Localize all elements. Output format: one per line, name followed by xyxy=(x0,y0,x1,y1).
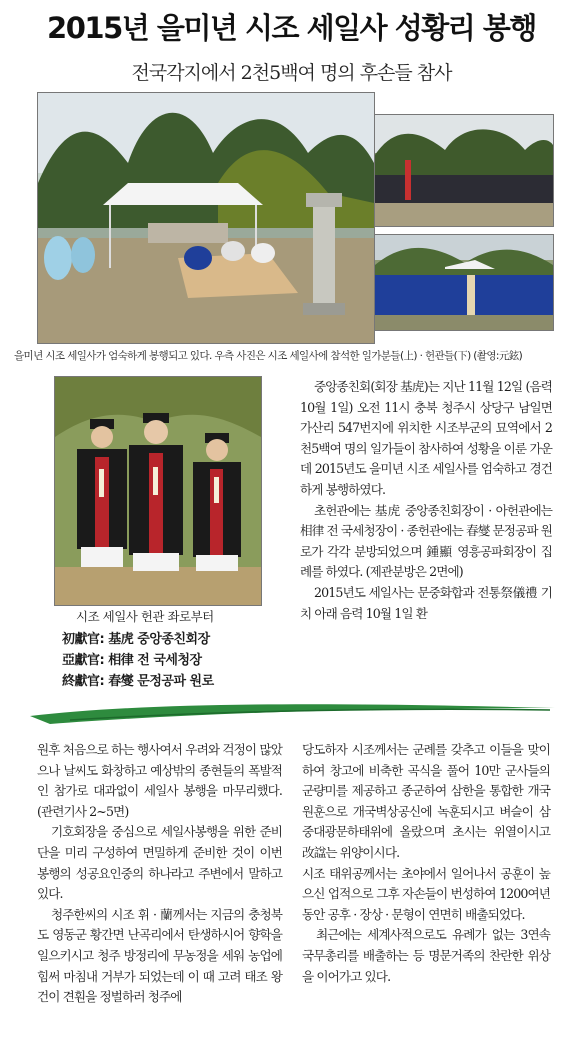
article-paragraph: 시조 태위공께서는 초야에서 일어나서 공훈이 높으신 업적으로 그후 자손들이 번성하여 1200여년동안 공후 · 장상 · 문형이 연면히 배출되었다. xyxy=(302,865,550,922)
article-paragraph: 최근에는 세계사적으로도 유례가 없는 3연속 국무총리를 배출하는 등 명문거족의 찬란한 위상을 이어가고 있다. xyxy=(302,927,550,984)
office-label: 初獻官 xyxy=(62,632,100,647)
officiant-name: 基虎 중앙종친회장 xyxy=(108,632,210,647)
officiants-caption-title: 시조 세일사 헌관 좌로부터 xyxy=(76,609,214,624)
office-label: 終獻官 xyxy=(62,674,100,689)
section-divider xyxy=(30,700,555,726)
article-bottom-right-column xyxy=(302,740,550,987)
headline: 2015년 을미년 시조 세일사 성황리 봉행 xyxy=(47,11,536,45)
photo-caption: 을미년 시조 세일사가 엄숙하게 봉행되고 있다. 우측 사진은 시조 세일사에 참석한 일가분들(上) · 헌관들(下) (촬영:元鉉) xyxy=(14,350,523,362)
officials-photo xyxy=(374,234,554,331)
officiant-role-second: 亞獻官: 相律 전 국세청장 xyxy=(62,653,202,668)
article-paragraph: 2015년도 세일사는 문중화합과 전통祭儀禮 기치 아래 음력 10월 1일 환 xyxy=(300,584,552,621)
office-label: 亞獻官 xyxy=(62,653,100,668)
article-paragraph: 청주한씨의 시조 휘 · 蘭께서는 지금의 충청북도 영동군 황간면 난곡리에서 탄생하시어 향학을 일으키시고 청주 방정리에 무농정을 세워 농업에 힘써 마침내 거부가 되었는데 이 때 고려 태조 왕건이 견훤을 정벌하러 청주에 xyxy=(37,906,282,1005)
article-paragraph: 중앙종친회(회장 基虎)는 지난 11월 12일 (음력 10월 1일) 오전 11시 충북 청주시 상당구 남일면 가산리 547번지에 위치한 시조부군의 묘역에서 2천5백여 명의 일가들이 참사하여 성황을 이룬 가운데 2015년도 을미년 시조 세일사를 엄숙하고 경건하게 봉행하였다. xyxy=(300,379,552,497)
article-paragraph: 원후 처음으로 하는 행사여서 우려와 걱정이 많았으나 날씨도 화창하고 예상밖의 종현들의 폭발적인 참가로 대과없이 세일사 봉행을 마무리했다.(관련기사 2~5면) xyxy=(37,742,282,819)
article-top-column xyxy=(300,377,552,624)
article-paragraph: 기호회장을 중심으로 세일사봉행을 위한 준비단을 미리 구성하여 면밀하게 준비한 것이 이번 봉행의 성공요인중의 하나라고 주변에서 말하고 있다. xyxy=(37,824,282,902)
main-ceremony-photo xyxy=(37,92,375,344)
officiant-role-first: 初獻官: 基虎 중앙종친회장 xyxy=(62,632,210,647)
officiant-name: 春燮 문정공파 원로 xyxy=(108,674,214,689)
article-paragraph: 초헌관에는 基虎 중앙종친회장이 · 아헌관에는 相律 전 국세청장이 · 종헌관에는 春燮 문정공파 원로가 각각 분방되었으며 鍾顯 영흥공파회장이 집례를 하였다. (제관분방은 2면에) xyxy=(300,502,552,580)
subheadline: 전국각지에서 2천5백여 명의 후손들 참사 xyxy=(131,62,452,84)
officiant-role-third: 終獻官: 春燮 문정공파 원로 xyxy=(62,674,214,689)
article-paragraph: 당도하자 시조께서는 군례를 갖추고 이들을 맞이하여 창고에 비축한 곡식을 풀어 10만 군사들의 군량미를 제공하고 종군하여 삼한을 통합한 개국원훈으로 개국벽상공신에 녹훈되시고 벼슬이 삼중대광문하태위에 올랐으며 초시는 위열이시고 改諡는 위양이시다. xyxy=(302,742,550,860)
officiants-photo xyxy=(54,376,262,606)
officiant-name: 相律 전 국세청장 xyxy=(108,653,202,668)
article-bottom-left-column xyxy=(37,740,282,1008)
officiants-caption xyxy=(62,607,302,692)
attendees-photo xyxy=(374,114,554,227)
